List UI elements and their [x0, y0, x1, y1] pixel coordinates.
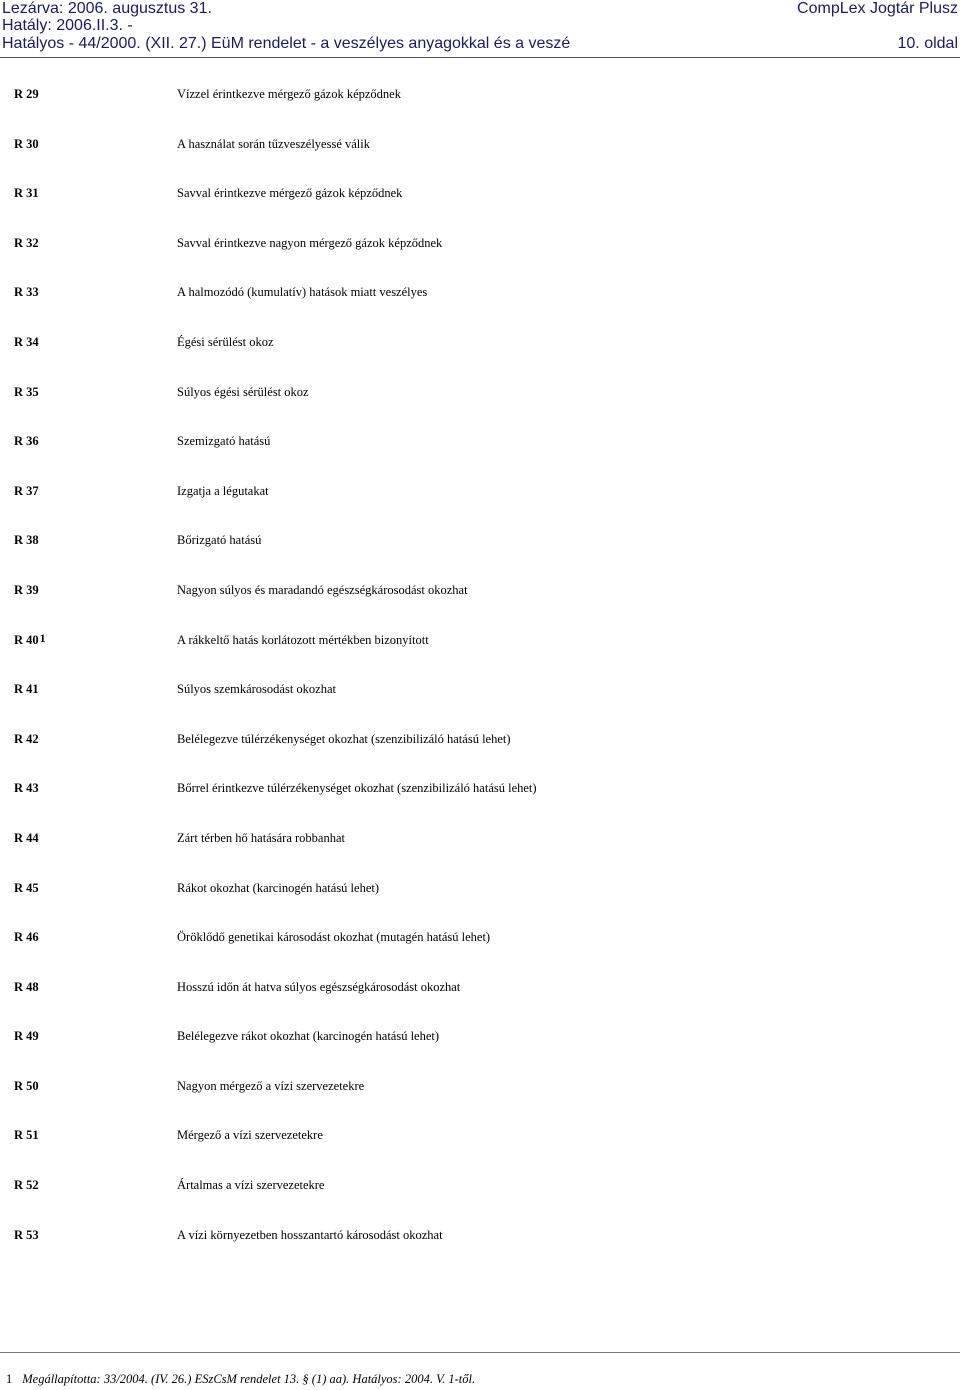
risk-code-text: R 46 [14, 930, 39, 945]
page-number: 10. oldal [897, 35, 958, 52]
header-divider [0, 57, 960, 58]
risk-description: Súlyos égési sérülést okoz [177, 384, 309, 399]
risk-code-text: R 40 [14, 632, 39, 647]
risk-description: Belélegezve rákot okozhat (karcinogén hatású lehet) [177, 1029, 440, 1044]
risk-code-text: R 30 [14, 136, 39, 151]
table-row [0, 1009, 960, 1059]
table-row [0, 910, 960, 960]
risk-code [14, 137, 39, 152]
table-row [0, 265, 960, 315]
table-row [0, 761, 960, 811]
risk-code [14, 732, 39, 747]
risk-code-text: R 53 [14, 1227, 39, 1242]
risk-code-text: R 44 [14, 830, 39, 845]
table-row [0, 513, 960, 563]
risk-code [14, 87, 39, 102]
risk-description: Hosszú időn át hatva súlyos egészségkárosodást okozhat [177, 979, 461, 994]
footnote-number: 1 [6, 1372, 13, 1386]
risk-code [14, 236, 39, 251]
risk-code [14, 881, 39, 896]
risk-code-text: R 37 [14, 483, 39, 498]
risk-code [14, 335, 39, 350]
risk-description: Mérgező a vízi szervezetekre [177, 1128, 323, 1143]
table-row [0, 1158, 960, 1208]
risk-description: Izgatja a légutakat [177, 483, 269, 498]
risk-code-text: R 43 [14, 781, 39, 796]
table-row [0, 414, 960, 464]
risk-code [14, 1029, 39, 1044]
risk-description: Zárt térben hő hatására robbanhat [177, 830, 345, 845]
risk-description: A halmozódó (kumulatív) hatások miatt veszélyes [177, 285, 428, 300]
risk-code [14, 434, 39, 449]
risk-description: Súlyos szemkárosodást okozhat [177, 682, 337, 697]
footnote-ref[interactable]: 1 [39, 630, 46, 645]
table-row [0, 315, 960, 365]
risk-description: Bőrrel érintkezve túlérzékenységet okozhat (szenzibilizáló hatású lehet) [177, 781, 537, 796]
risk-code-text: R 31 [14, 186, 39, 201]
footnote-divider [0, 1352, 960, 1353]
table-row [0, 67, 960, 117]
risk-code [14, 583, 39, 598]
table-row [0, 662, 960, 712]
risk-code [14, 285, 39, 300]
table-row [0, 216, 960, 266]
document-title: Hatályos - 44/2000. (XII. 27.) EüM rendelet - a veszélyes anyagokkal és a veszé [2, 35, 571, 52]
table-row [0, 464, 960, 514]
risk-code-text: R 51 [14, 1128, 39, 1143]
risk-description: Vízzel érintkezve mérgező gázok képződnek [177, 87, 401, 101]
table-row [0, 811, 960, 861]
risk-code-text: R 45 [14, 880, 39, 895]
table-row [0, 1108, 960, 1158]
table-row [0, 613, 960, 663]
table-row [0, 563, 960, 613]
risk-description: A vízi környezetben hosszantartó károsodást okozhat [177, 1227, 443, 1242]
effect-date: Hatály: 2006.II.3. - [2, 17, 133, 34]
risk-code-text: R 33 [14, 285, 39, 300]
risk-code-text: R 29 [14, 87, 39, 101]
risk-code [14, 980, 39, 995]
risk-code-text: R 49 [14, 1029, 39, 1044]
risk-code-text: R 52 [14, 1178, 39, 1193]
risk-code-text: R 50 [14, 1078, 39, 1093]
table-row [0, 1059, 960, 1109]
risk-description: Belélegezve túlérzékenységet okozhat (szenzibilizáló hatású lehet) [177, 731, 511, 746]
table-row [0, 712, 960, 762]
table-row [0, 861, 960, 911]
risk-description: Bőrizgató hatású [177, 533, 262, 548]
risk-description: A rákkeltő hatás korlátozott mértékben bizonyított [177, 632, 429, 647]
risk-description: A használat során tűzveszélyessé válik [177, 136, 370, 151]
product-name: CompLex Jogtár Plusz [797, 0, 958, 17]
risk-description: Égési sérülést okoz [177, 334, 274, 349]
risk-code-text: R 34 [14, 334, 39, 349]
table-row [0, 1208, 960, 1258]
footnote-text: Megállapította: 33/2004. (IV. 26.) ESzCsM rendelet 13. § (1) aa). Hatályos: 2004. V. 1-től. [22, 1372, 476, 1386]
table-row [0, 117, 960, 167]
risk-code [14, 1228, 39, 1243]
risk-code-text: R 41 [14, 682, 39, 697]
risk-code [14, 533, 39, 548]
risk-description: Savval érintkezve nagyon mérgező gázok képződnek [177, 235, 443, 250]
risk-description: Öröklődő genetikai károsodást okozhat (mutagén hatású lehet) [177, 930, 491, 945]
page-header [0, 0, 960, 62]
risk-description: Nagyon súlyos és maradandó egészségkárosodást okozhat [177, 582, 468, 597]
risk-code-text: R 38 [14, 533, 39, 548]
closed-date: Lezárva: 2006. augusztus 31. [2, 0, 212, 17]
risk-code [14, 831, 39, 846]
risk-description: Nagyon mérgező a vízi szervezetekre [177, 1078, 365, 1093]
risk-code [14, 1178, 39, 1193]
risk-code-text: R 39 [14, 582, 39, 597]
risk-code [14, 781, 39, 796]
risk-code-text: R 42 [14, 731, 39, 746]
footnote [6, 1372, 475, 1387]
risk-code [14, 1079, 39, 1094]
risk-code-text: R 32 [14, 235, 39, 250]
risk-code-text: R 35 [14, 384, 39, 399]
risk-description: Ártalmas a vízi szervezetekre [177, 1178, 325, 1193]
table-row [0, 166, 960, 216]
risk-phrase-table [0, 67, 960, 1257]
risk-code-text: R 48 [14, 979, 39, 994]
risk-code [14, 630, 46, 648]
table-row [0, 960, 960, 1010]
risk-code-text: R 36 [14, 434, 39, 449]
risk-description: Savval érintkezve mérgező gázok képződnek [177, 186, 403, 201]
risk-code [14, 930, 39, 945]
risk-code [14, 682, 39, 697]
risk-description: Szemizgató hatású [177, 434, 271, 449]
table-row [0, 365, 960, 415]
risk-code [14, 385, 39, 400]
risk-description: Rákot okozhat (karcinogén hatású lehet) [177, 880, 380, 895]
risk-code [14, 186, 39, 201]
risk-code [14, 484, 39, 499]
risk-code [14, 1128, 39, 1143]
